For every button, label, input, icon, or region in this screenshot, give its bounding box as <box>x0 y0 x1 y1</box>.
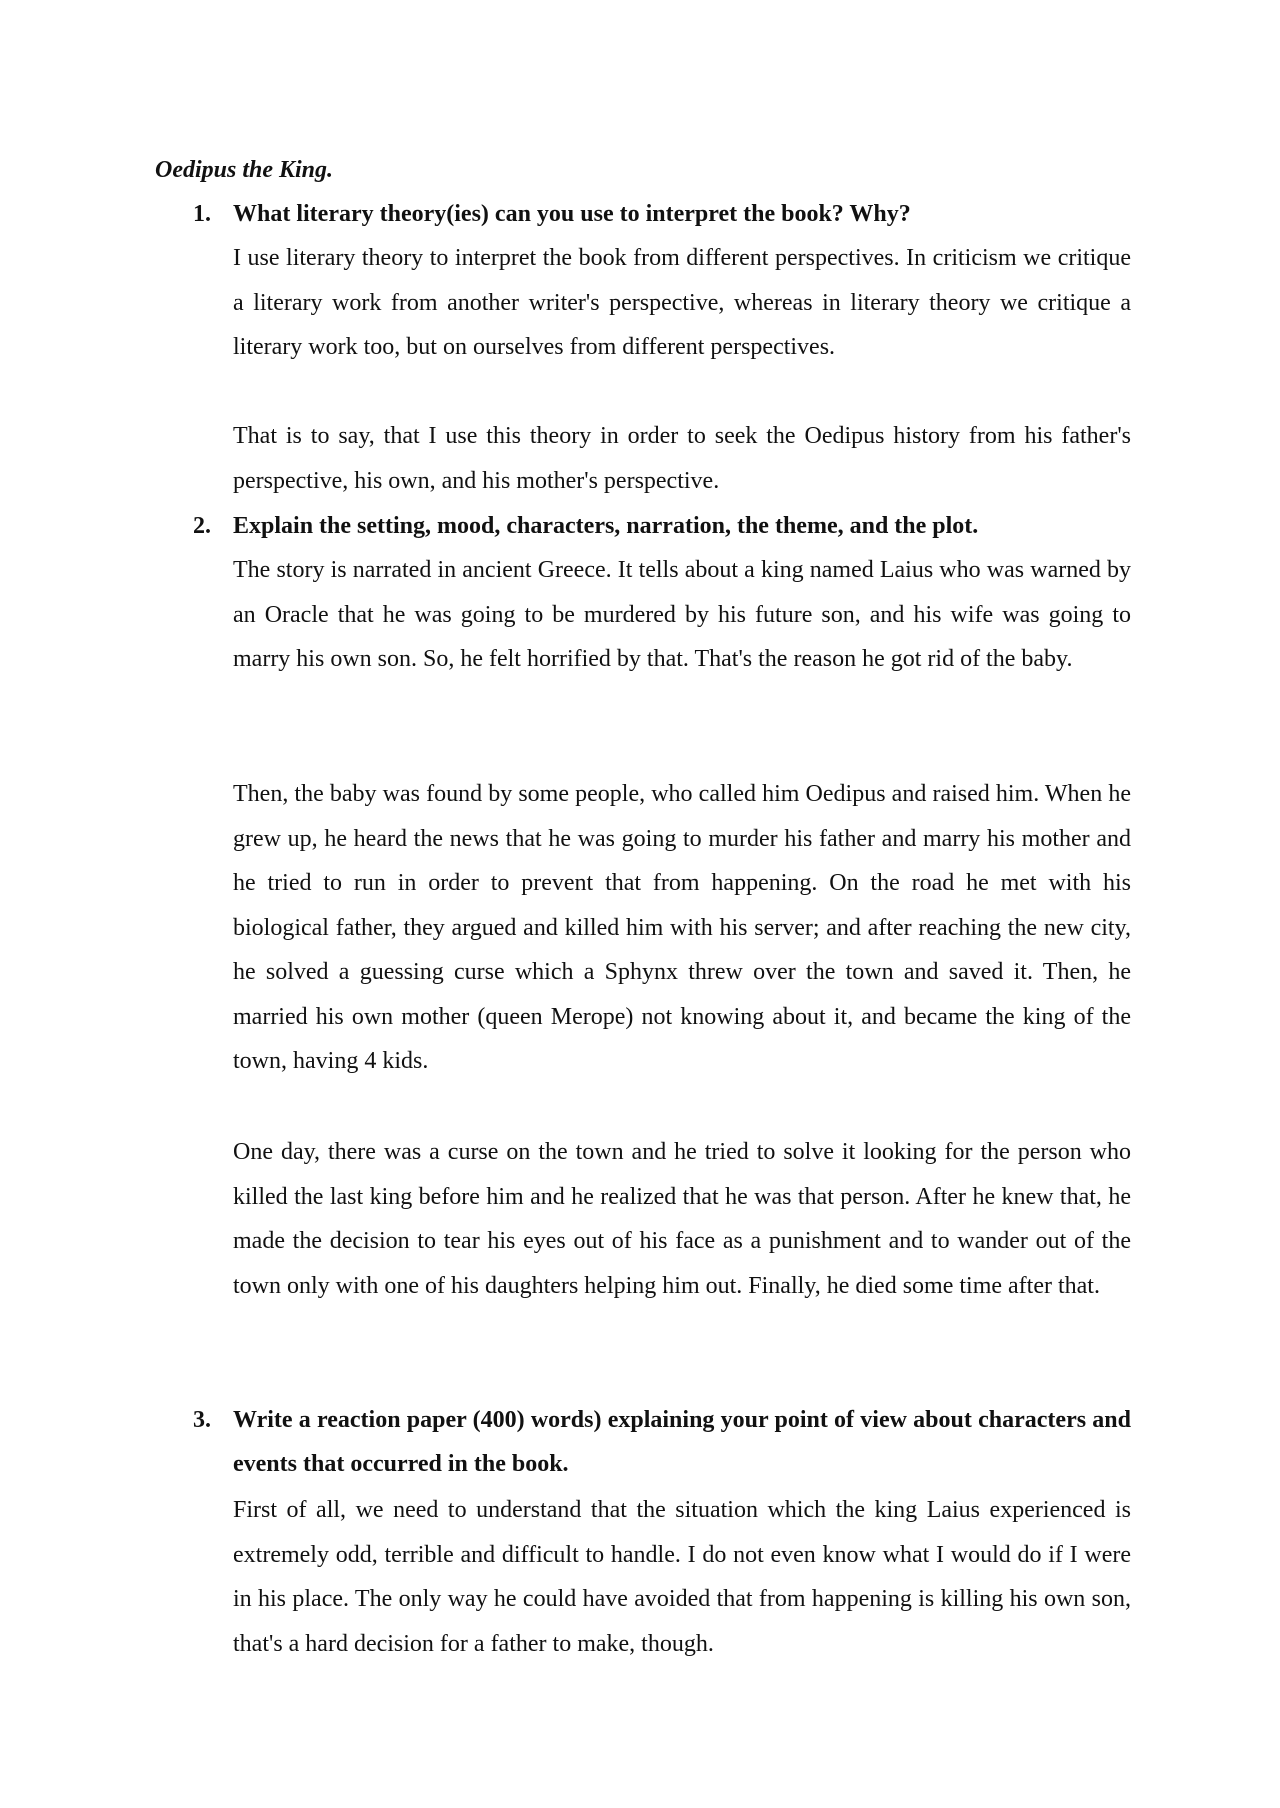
question-1-heading: What literary theory(ies) can you use to interpret the book? Why? <box>233 201 911 227</box>
question-2-paragraph-1: The story is narrated in ancient Greece. It tells about a king named Laius who was warned by an Oracle that he was going to be murdered by his future son, and his wife was going to marry his own son. So, he felt horrified by that. That's the reason he got rid of the baby. <box>233 557 1131 672</box>
document-title: Oedipus the King. <box>155 157 334 183</box>
question-2-paragraph-2: Then, the baby was found by some people, who called him Oedipus and raised him. When he grew up, he heard the news that he was going to murder his father and marry his mother and he tried to run in order to prevent that from happening. On the road he met with his biological father, they argued and killed him with his server; and after reaching the new city, he solved a guessing curse which a Sphynx threw over the town and saved it. Then, he married his own mother (queen Merope) not knowing about it, and became the king of the town, having 4 kids. <box>233 781 1131 1074</box>
question-2-heading: Explain the setting, mood, characters, narration, the theme, and the plot. <box>233 513 979 539</box>
question-3-paragraph-1: First of all, we need to understand that the situation which the king Laius experienced is extremely odd, terrible and difficult to handle. I do not even know what I would do if I were in his place. The only way he could have avoided that from happening is killing his own son, that's a hard decision for a father to make, though. <box>233 1497 1131 1657</box>
question-2-number: 2. <box>193 513 211 539</box>
question-3-number: 3. <box>193 1407 211 1433</box>
question-2-paragraph-3: One day, there was a curse on the town and he tried to solve it looking for the person who killed the last king before him and he realized that he was that person. After he knew that, he made the decision to tear his eyes out of his face as a punishment and to wander out of the town only with one of his daughters helping him out. Finally, he died some time after that. <box>233 1139 1131 1299</box>
question-1-paragraph-1: I use literary theory to interpret the book from different perspectives. In criticism we critique a literary work from another writer's perspective, whereas in literary theory we critique a literary work too, but on ourselves from different perspectives. <box>233 245 1131 360</box>
question-1-paragraph-2: That is to say, that I use this theory in order to seek the Oedipus history from his father's perspective, his own, and his mother's perspective. <box>233 423 1131 494</box>
question-1-number: 1. <box>193 201 211 227</box>
question-3-heading: Write a reaction paper (400) words) explaining your point of view about characters and events that occurred in the book. <box>233 1407 1131 1477</box>
